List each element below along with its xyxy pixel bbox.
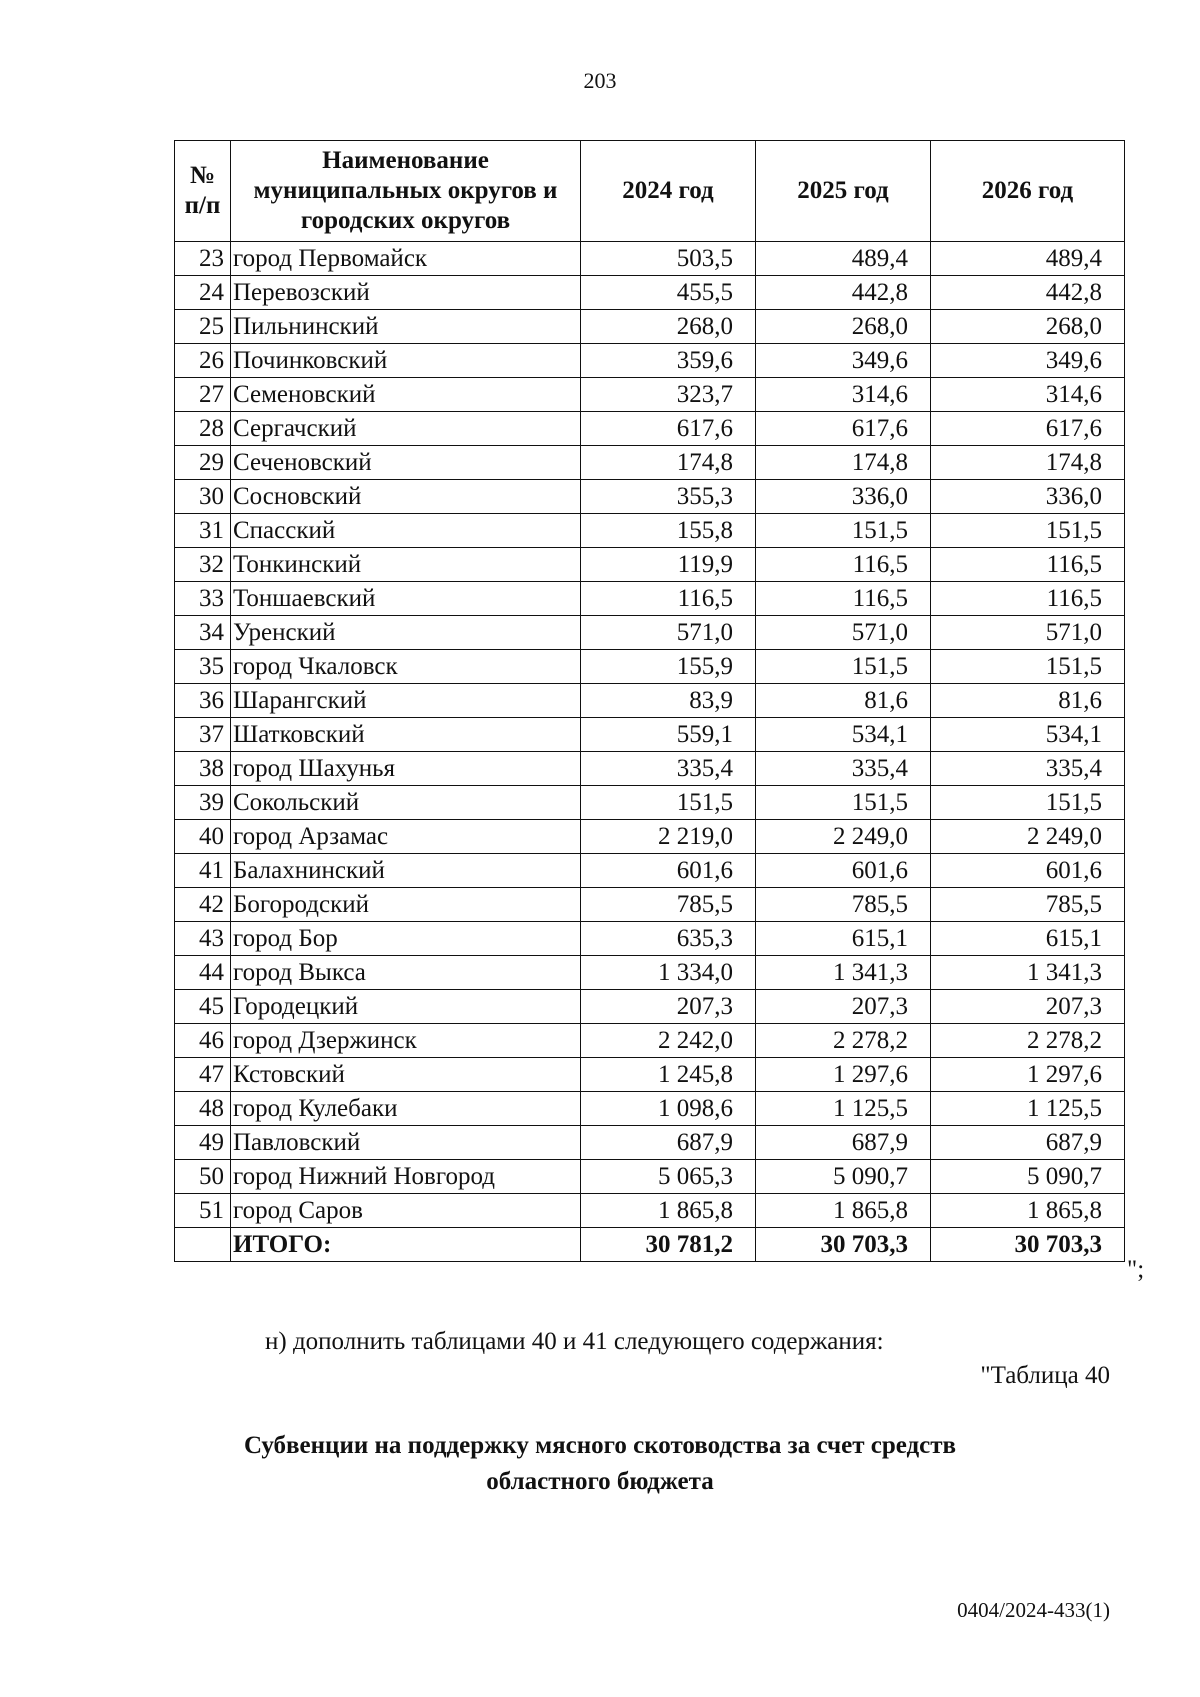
row-2024: 785,5 <box>581 888 756 922</box>
row-2024: 1 245,8 <box>581 1058 756 1092</box>
row-name: город Арзамас <box>231 820 581 854</box>
row-2024: 83,9 <box>581 684 756 718</box>
row-2024: 5 065,3 <box>581 1160 756 1194</box>
table-row <box>175 718 1125 752</box>
row-2026: 268,0 <box>931 310 1125 344</box>
table-row <box>175 1092 1125 1126</box>
row-2026: 151,5 <box>931 786 1125 820</box>
row-num: 35 <box>175 650 231 684</box>
row-name: Сосновский <box>231 480 581 514</box>
row-2024: 635,3 <box>581 922 756 956</box>
row-2024: 455,5 <box>581 276 756 310</box>
page-number: 203 <box>583 68 617 93</box>
row-2025: 336,0 <box>756 480 931 514</box>
row-2026: 207,3 <box>931 990 1125 1024</box>
row-2025: 617,6 <box>756 412 931 446</box>
row-2024: 268,0 <box>581 310 756 344</box>
row-2024: 1 098,6 <box>581 1092 756 1126</box>
row-name: Богородский <box>231 888 581 922</box>
row-num: 36 <box>175 684 231 718</box>
row-2026: 489,4 <box>931 242 1125 276</box>
row-name: Тонкинский <box>231 548 581 582</box>
row-name: Сеченовский <box>231 446 581 480</box>
row-2025: 2 278,2 <box>756 1024 931 1058</box>
amendment-text: н) дополнить таблицами 40 и 41 следующего содержания: <box>265 1328 884 1355</box>
row-num: 30 <box>175 480 231 514</box>
row-2025: 1 297,6 <box>756 1058 931 1092</box>
table-row <box>175 990 1125 1024</box>
total-num-cell <box>175 1228 231 1262</box>
row-2024: 687,9 <box>581 1126 756 1160</box>
table-row <box>175 548 1125 582</box>
table-row <box>175 344 1125 378</box>
row-2024: 359,6 <box>581 344 756 378</box>
row-2025: 81,6 <box>756 684 931 718</box>
row-num: 32 <box>175 548 231 582</box>
row-num: 37 <box>175 718 231 752</box>
row-name: Сергачский <box>231 412 581 446</box>
row-name: Шатковский <box>231 718 581 752</box>
row-2026: 335,4 <box>931 752 1125 786</box>
row-2025: 335,4 <box>756 752 931 786</box>
row-num: 48 <box>175 1092 231 1126</box>
row-2026: 615,1 <box>931 922 1125 956</box>
table-row <box>175 310 1125 344</box>
row-num: 41 <box>175 854 231 888</box>
row-2026: 2 278,2 <box>931 1024 1125 1058</box>
row-2026: 785,5 <box>931 888 1125 922</box>
row-2024: 155,8 <box>581 514 756 548</box>
row-2026: 1 865,8 <box>931 1194 1125 1228</box>
row-2024: 601,6 <box>581 854 756 888</box>
row-num: 50 <box>175 1160 231 1194</box>
row-2026: 151,5 <box>931 514 1125 548</box>
heading-line-1: Субвенции на поддержку мясного скотоводства за счет средств <box>243 1432 957 1459</box>
table-row <box>175 582 1125 616</box>
row-2025: 489,4 <box>756 242 931 276</box>
row-2025: 601,6 <box>756 854 931 888</box>
header-2024: 2024 год <box>581 141 756 242</box>
subsidy-table <box>174 140 1125 1262</box>
row-2025: 571,0 <box>756 616 931 650</box>
table-label: "Таблица 40 <box>980 1362 1110 1389</box>
row-name: город Чкаловск <box>231 650 581 684</box>
row-2025: 349,6 <box>756 344 931 378</box>
row-num: 28 <box>175 412 231 446</box>
row-num: 38 <box>175 752 231 786</box>
row-2025: 268,0 <box>756 310 931 344</box>
row-2024: 1 865,8 <box>581 1194 756 1228</box>
table-row <box>175 956 1125 990</box>
row-2025: 534,1 <box>756 718 931 752</box>
row-2026: 174,8 <box>931 446 1125 480</box>
row-2024: 207,3 <box>581 990 756 1024</box>
row-num: 39 <box>175 786 231 820</box>
table-row <box>175 786 1125 820</box>
row-2024: 559,1 <box>581 718 756 752</box>
heading-line-2: областного бюджета <box>486 1468 714 1495</box>
table-row <box>175 752 1125 786</box>
row-name: Кстовский <box>231 1058 581 1092</box>
row-num: 42 <box>175 888 231 922</box>
row-name: Тоншаевский <box>231 582 581 616</box>
row-num: 43 <box>175 922 231 956</box>
row-name: Балахнинский <box>231 854 581 888</box>
table-row <box>175 412 1125 446</box>
row-2024: 2 219,0 <box>581 820 756 854</box>
table-row <box>175 378 1125 412</box>
table-row <box>175 1160 1125 1194</box>
total-2026: 30 703,3 <box>931 1228 1125 1262</box>
row-name: Сокольский <box>231 786 581 820</box>
row-name: город Шахунья <box>231 752 581 786</box>
row-name: Городецкий <box>231 990 581 1024</box>
row-2026: 2 249,0 <box>931 820 1125 854</box>
row-name: город Первомайск <box>231 242 581 276</box>
row-name: Семеновский <box>231 378 581 412</box>
row-2025: 785,5 <box>756 888 931 922</box>
row-2026: 314,6 <box>931 378 1125 412</box>
row-num: 29 <box>175 446 231 480</box>
row-name: Павловский <box>231 1126 581 1160</box>
table-row <box>175 276 1125 310</box>
row-num: 49 <box>175 1126 231 1160</box>
row-2025: 687,9 <box>756 1126 931 1160</box>
row-name: город Кулебаки <box>231 1092 581 1126</box>
row-2026: 151,5 <box>931 650 1125 684</box>
row-num: 45 <box>175 990 231 1024</box>
row-2026: 1 341,3 <box>931 956 1125 990</box>
total-2025: 30 703,3 <box>756 1228 931 1262</box>
row-name: город Выкса <box>231 956 581 990</box>
header-2025: 2025 год <box>756 141 931 242</box>
total-2024: 30 781,2 <box>581 1228 756 1262</box>
row-num: 34 <box>175 616 231 650</box>
row-2024: 174,8 <box>581 446 756 480</box>
table-row <box>175 480 1125 514</box>
row-name: Уренский <box>231 616 581 650</box>
table-row <box>175 888 1125 922</box>
table-header-row <box>175 141 1125 242</box>
row-name: город Бор <box>231 922 581 956</box>
header-2026: 2026 год <box>931 141 1125 242</box>
row-2026: 5 090,7 <box>931 1160 1125 1194</box>
table-row <box>175 650 1125 684</box>
row-2026: 81,6 <box>931 684 1125 718</box>
table-row <box>175 820 1125 854</box>
row-2025: 314,6 <box>756 378 931 412</box>
row-name: Шарангский <box>231 684 581 718</box>
row-2026: 116,5 <box>931 548 1125 582</box>
row-2025: 207,3 <box>756 990 931 1024</box>
header-num: № п/п <box>175 141 231 242</box>
row-2026: 687,9 <box>931 1126 1125 1160</box>
row-2024: 116,5 <box>581 582 756 616</box>
table-row <box>175 684 1125 718</box>
table-row <box>175 514 1125 548</box>
row-2026: 617,6 <box>931 412 1125 446</box>
row-2025: 1 125,5 <box>756 1092 931 1126</box>
table-row <box>175 616 1125 650</box>
row-2024: 335,4 <box>581 752 756 786</box>
row-2025: 116,5 <box>756 582 931 616</box>
row-num: 33 <box>175 582 231 616</box>
row-2025: 615,1 <box>756 922 931 956</box>
row-num: 51 <box>175 1194 231 1228</box>
row-2025: 151,5 <box>756 514 931 548</box>
row-2024: 617,6 <box>581 412 756 446</box>
row-2024: 151,5 <box>581 786 756 820</box>
row-num: 24 <box>175 276 231 310</box>
total-row <box>175 1228 1125 1262</box>
row-2025: 116,5 <box>756 548 931 582</box>
row-2025: 5 090,7 <box>756 1160 931 1194</box>
row-2024: 119,9 <box>581 548 756 582</box>
row-2025: 2 249,0 <box>756 820 931 854</box>
row-num: 47 <box>175 1058 231 1092</box>
row-2025: 1 865,8 <box>756 1194 931 1228</box>
row-2026: 1 297,6 <box>931 1058 1125 1092</box>
row-2024: 1 334,0 <box>581 956 756 990</box>
row-2026: 336,0 <box>931 480 1125 514</box>
row-2024: 323,7 <box>581 378 756 412</box>
table-body <box>175 242 1125 1228</box>
table-row <box>175 1058 1125 1092</box>
row-2024: 571,0 <box>581 616 756 650</box>
row-num: 40 <box>175 820 231 854</box>
header-name: Наименование муниципальных округов и городских округов <box>231 141 581 242</box>
table-row <box>175 854 1125 888</box>
row-2026: 442,8 <box>931 276 1125 310</box>
table-row <box>175 1126 1125 1160</box>
section-heading <box>0 1428 1200 1500</box>
row-2025: 442,8 <box>756 276 931 310</box>
row-name: Спасский <box>231 514 581 548</box>
row-2025: 151,5 <box>756 650 931 684</box>
row-2026: 1 125,5 <box>931 1092 1125 1126</box>
row-name: Пильнинский <box>231 310 581 344</box>
row-2026: 534,1 <box>931 718 1125 752</box>
row-2026: 601,6 <box>931 854 1125 888</box>
total-label: ИТОГО: <box>231 1228 581 1262</box>
row-num: 31 <box>175 514 231 548</box>
row-num: 25 <box>175 310 231 344</box>
document-code: 0404/2024-433(1) <box>957 1598 1110 1622</box>
row-2026: 349,6 <box>931 344 1125 378</box>
row-num: 44 <box>175 956 231 990</box>
table-row <box>175 242 1125 276</box>
row-name: Починковский <box>231 344 581 378</box>
row-name: город Нижний Новгород <box>231 1160 581 1194</box>
table-row <box>175 446 1125 480</box>
table-row <box>175 1194 1125 1228</box>
row-2025: 1 341,3 <box>756 956 931 990</box>
table-row <box>175 922 1125 956</box>
row-2024: 503,5 <box>581 242 756 276</box>
row-2024: 2 242,0 <box>581 1024 756 1058</box>
row-2024: 155,9 <box>581 650 756 684</box>
row-name: город Дзержинск <box>231 1024 581 1058</box>
row-num: 46 <box>175 1024 231 1058</box>
row-2025: 174,8 <box>756 446 931 480</box>
row-num: 23 <box>175 242 231 276</box>
row-2026: 116,5 <box>931 582 1125 616</box>
row-2026: 571,0 <box>931 616 1125 650</box>
row-name: город Саров <box>231 1194 581 1228</box>
table-row <box>175 1024 1125 1058</box>
row-2025: 151,5 <box>756 786 931 820</box>
row-name: Перевозский <box>231 276 581 310</box>
row-2024: 355,3 <box>581 480 756 514</box>
row-num: 27 <box>175 378 231 412</box>
row-num: 26 <box>175 344 231 378</box>
closing-quote: "; <box>1127 1256 1145 1283</box>
